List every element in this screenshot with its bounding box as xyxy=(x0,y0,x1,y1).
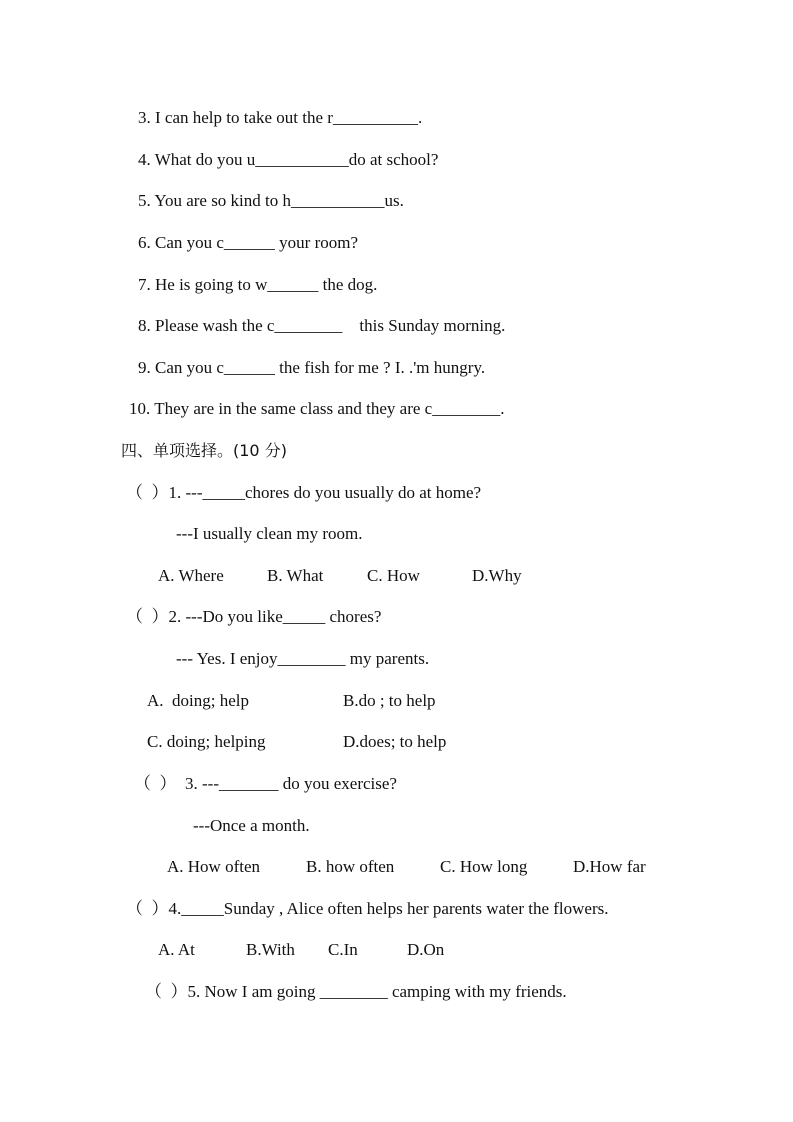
question-1-stem: （ ）1. ---_____chores do you usually do at home? xyxy=(126,483,482,502)
question-5-stem: （ ）5. Now I am going ________ camping with my friends. xyxy=(145,982,567,1001)
fill-in-item-7: 7. He is going to w______ the dog. xyxy=(138,275,378,294)
question-4-option-a: A. At xyxy=(158,940,195,959)
question-2-stem: （ ）2. ---Do you like_____ chores? xyxy=(126,607,382,626)
fill-in-item-5: 5. You are so kind to h___________us. xyxy=(138,191,404,210)
question-2-option-c: C. doing; helping xyxy=(147,732,266,751)
fill-in-item-4: 4. What do you u___________do at school? xyxy=(138,150,439,169)
question-1-option-d: D.Why xyxy=(472,566,522,585)
question-4-option-d: D.On xyxy=(407,940,445,959)
question-3-option-a: A. How often xyxy=(167,857,261,876)
question-4-option-c: C.In xyxy=(328,940,358,959)
question-2-answer-line: --- Yes. I enjoy________ my parents. xyxy=(176,649,430,668)
question-3-option-b: B. how often xyxy=(306,857,395,876)
question-4-option-b: B.With xyxy=(246,940,295,959)
question-2-option-a: A. doing; help xyxy=(147,691,249,710)
question-3-option-c: C. How long xyxy=(440,857,528,876)
question-1-answer-line: ---I usually clean my room. xyxy=(176,524,363,543)
question-2-option-d: D.does; to help xyxy=(343,732,447,751)
question-1-option-c: C. How xyxy=(367,566,420,585)
question-2-option-b: B.do ; to help xyxy=(343,691,436,710)
fill-in-item-9: 9. Can you c______ the fish for me ? I. .'m hungry. xyxy=(138,358,486,377)
fill-in-item-6: 6. Can you c______ your room? xyxy=(138,233,359,252)
section-heading: 四、单项选择。(10 分) xyxy=(121,441,287,460)
question-3-option-d: D.How far xyxy=(573,857,646,876)
question-3-answer-line: ---Once a month. xyxy=(193,816,310,835)
fill-in-item-10: 10. They are in the same class and they are c________. xyxy=(129,399,505,418)
question-1-option-b: B. What xyxy=(267,566,324,585)
fill-in-item-3: 3. I can help to take out the r__________. xyxy=(138,108,423,127)
question-3-stem: （ ） 3. ---_______ do you exercise? xyxy=(134,774,397,793)
question-1-option-a: A. Where xyxy=(158,566,224,585)
question-4-stem: （ ）4._____Sunday , Alice often helps her parents water the flowers. xyxy=(126,899,609,918)
fill-in-item-8: 8. Please wash the c________ this Sunday morning. xyxy=(138,316,506,335)
